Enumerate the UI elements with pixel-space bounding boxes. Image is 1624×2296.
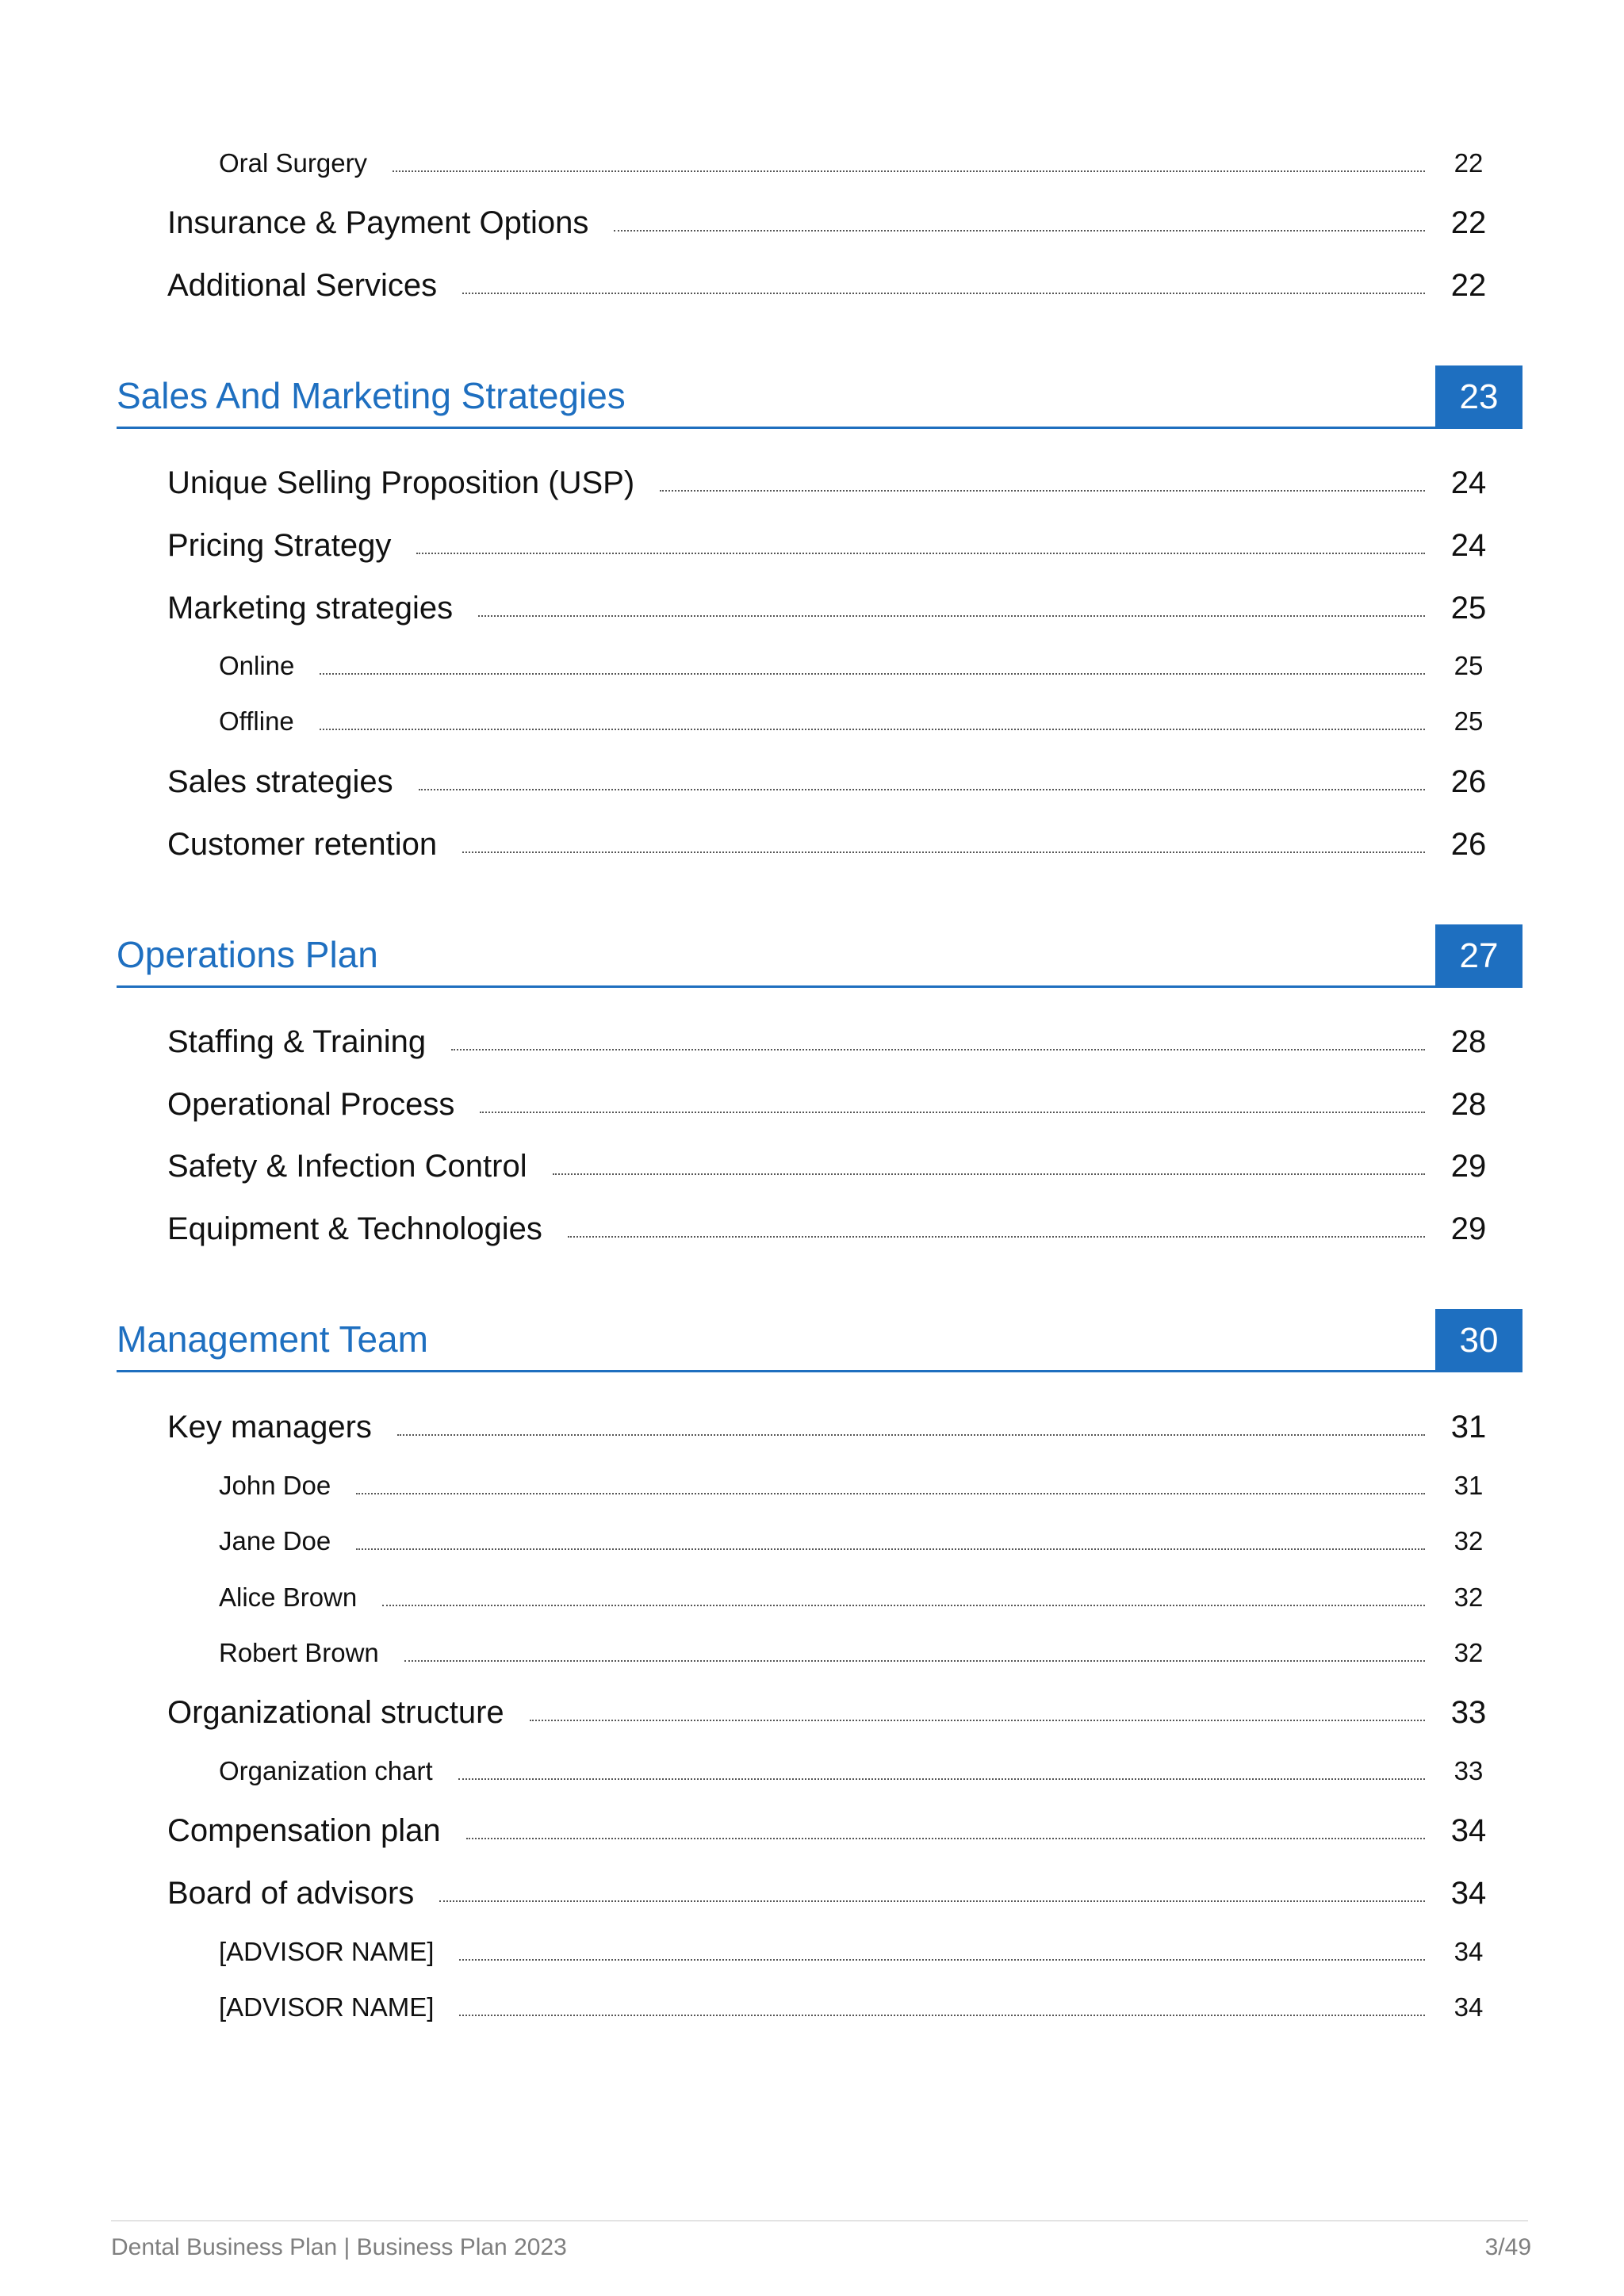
toc-entry-label: [ADVISOR NAME] bbox=[219, 1992, 435, 2022]
toc-entry-page: 22 bbox=[1450, 205, 1487, 240]
toc-entry-advisor-1[interactable] bbox=[219, 1930, 1496, 1974]
toc-entry-page: 34 bbox=[1454, 1992, 1484, 2022]
toc-entry-safety-infection[interactable] bbox=[167, 1144, 1496, 1188]
dot-leader bbox=[419, 789, 1425, 790]
footer-page-indicator: 3/49 bbox=[1484, 2234, 1531, 2260]
toc-entry-page: 33 bbox=[1450, 1694, 1487, 1730]
dot-leader bbox=[459, 2015, 1425, 2016]
toc-entry-label: Customer retention bbox=[167, 826, 438, 862]
toc-entry-online[interactable] bbox=[219, 644, 1496, 688]
dot-leader bbox=[320, 673, 1425, 675]
toc-entry-organization-chart[interactable] bbox=[219, 1749, 1496, 1793]
toc-entry-page: 31 bbox=[1454, 1471, 1484, 1500]
toc-entry-label: Organizational structure bbox=[167, 1694, 504, 1730]
toc-entry-organizational-structure[interactable] bbox=[167, 1690, 1496, 1735]
toc-entry-label: Additional Services bbox=[167, 267, 438, 303]
section-page-badge: 27 bbox=[1435, 924, 1522, 988]
toc-entry-page: 29 bbox=[1450, 1211, 1487, 1246]
dot-leader bbox=[553, 1173, 1425, 1175]
dot-leader bbox=[451, 1049, 1425, 1050]
toc-entry-page: 25 bbox=[1450, 590, 1487, 626]
toc-entry-label: Oral Surgery bbox=[219, 148, 368, 178]
toc-entry-label: Robert Brown bbox=[219, 1638, 379, 1667]
toc-entry-board-of-advisors[interactable] bbox=[167, 1871, 1496, 1915]
dot-leader bbox=[462, 851, 1425, 853]
toc-entry-label: Safety & Infection Control bbox=[167, 1148, 527, 1184]
dot-leader bbox=[404, 1660, 1425, 1662]
toc-entry-advisor-2[interactable] bbox=[219, 1985, 1496, 2030]
dot-leader bbox=[462, 293, 1425, 294]
toc-entry-page: 22 bbox=[1450, 267, 1487, 303]
toc-entry-label: John Doe bbox=[219, 1471, 331, 1500]
dot-leader bbox=[320, 729, 1425, 730]
dot-leader bbox=[382, 1605, 1425, 1606]
toc-entry-page: 33 bbox=[1454, 1756, 1484, 1785]
dot-leader bbox=[458, 1778, 1425, 1780]
toc-entry-equipment-technologies[interactable] bbox=[167, 1207, 1496, 1251]
dot-leader bbox=[459, 1959, 1425, 1961]
toc-entry-staffing-training[interactable] bbox=[167, 1020, 1496, 1064]
toc-entry-alice-brown[interactable] bbox=[219, 1575, 1496, 1620]
toc-entry-marketing-strategies[interactable] bbox=[167, 586, 1496, 630]
toc-entry-pricing-strategy[interactable] bbox=[167, 523, 1496, 568]
section-title: Operations Plan bbox=[117, 934, 378, 975]
toc-entry-page: 32 bbox=[1454, 1638, 1484, 1667]
toc-entry-insurance-payment[interactable] bbox=[167, 201, 1496, 245]
toc-section-sales-marketing[interactable] bbox=[117, 365, 1522, 429]
toc-entry-page: 22 bbox=[1454, 148, 1484, 178]
dot-leader bbox=[416, 553, 1425, 554]
toc-entry-offline[interactable] bbox=[219, 699, 1496, 744]
toc-entry-label: Organization chart bbox=[219, 1756, 433, 1785]
toc-entry-page: 34 bbox=[1454, 1937, 1484, 1966]
dot-leader bbox=[568, 1236, 1425, 1238]
toc-entry-page: 34 bbox=[1450, 1812, 1487, 1848]
toc-entry-robert-brown[interactable] bbox=[219, 1631, 1496, 1675]
dot-leader bbox=[480, 1112, 1425, 1113]
toc-entry-key-managers[interactable] bbox=[167, 1405, 1496, 1449]
toc-entry-label: Sales strategies bbox=[167, 763, 393, 799]
dot-leader bbox=[439, 1900, 1425, 1902]
toc-entry-label: [ADVISOR NAME] bbox=[219, 1937, 435, 1966]
dot-leader bbox=[356, 1493, 1425, 1494]
toc-entry-label: Marketing strategies bbox=[167, 590, 454, 626]
toc-entry-label: Online bbox=[219, 651, 295, 680]
toc-entry-compensation-plan[interactable] bbox=[167, 1808, 1496, 1853]
toc-entry-label: Key managers bbox=[167, 1409, 372, 1445]
toc-entry-page: 26 bbox=[1450, 763, 1487, 799]
toc-entry-page: 28 bbox=[1450, 1086, 1487, 1122]
toc-entry-page: 29 bbox=[1450, 1148, 1487, 1184]
toc-entry-page: 26 bbox=[1450, 826, 1487, 862]
toc-entry-label: Insurance & Payment Options bbox=[167, 205, 589, 240]
footer-doc-title: Dental Business Plan | Business Plan 2023 bbox=[111, 2234, 567, 2260]
dot-leader bbox=[397, 1434, 1425, 1436]
toc-section-operations-plan[interactable] bbox=[117, 924, 1522, 988]
dot-leader bbox=[356, 1548, 1425, 1550]
toc-entry-operational-process[interactable] bbox=[167, 1082, 1496, 1127]
toc-entry-page: 25 bbox=[1454, 706, 1484, 736]
section-page-badge: 23 bbox=[1435, 365, 1522, 429]
toc-entry-label: Operational Process bbox=[167, 1086, 455, 1122]
toc-entry-additional-services[interactable] bbox=[167, 263, 1496, 308]
toc-entry-label: Pricing Strategy bbox=[167, 527, 392, 563]
section-page-badge: 30 bbox=[1435, 1309, 1522, 1372]
dot-leader bbox=[466, 1838, 1425, 1839]
toc-entry-oral-surgery[interactable] bbox=[219, 141, 1496, 186]
dot-leader bbox=[614, 230, 1425, 232]
toc-entry-page: 32 bbox=[1454, 1526, 1484, 1556]
toc-entry-label: Compensation plan bbox=[167, 1812, 441, 1848]
toc-section-management-team[interactable] bbox=[117, 1308, 1522, 1372]
toc-entry-page: 32 bbox=[1454, 1582, 1484, 1612]
dot-leader bbox=[530, 1720, 1425, 1721]
toc-entry-page: 34 bbox=[1450, 1875, 1487, 1911]
toc-entry-label: Equipment & Technologies bbox=[167, 1211, 542, 1246]
toc-entry-page: 24 bbox=[1450, 527, 1487, 563]
section-title: Management Team bbox=[117, 1318, 428, 1360]
section-title: Sales And Marketing Strategies bbox=[117, 375, 626, 416]
toc-entry-jane-doe[interactable] bbox=[219, 1519, 1496, 1563]
toc-entry-label: Jane Doe bbox=[219, 1526, 331, 1556]
dot-leader bbox=[393, 170, 1425, 172]
footer-divider bbox=[111, 2220, 1528, 2221]
dot-leader bbox=[478, 615, 1425, 617]
toc-entry-page: 28 bbox=[1450, 1024, 1487, 1059]
toc-entry-label: Alice Brown bbox=[219, 1582, 358, 1612]
toc-entry-label: Staffing & Training bbox=[167, 1024, 427, 1059]
toc-entry-page: 24 bbox=[1450, 465, 1487, 500]
toc-entry-label: Board of advisors bbox=[167, 1875, 415, 1911]
toc-entry-label: Unique Selling Proposition (USP) bbox=[167, 465, 635, 500]
toc-entry-usp[interactable] bbox=[167, 461, 1496, 505]
dot-leader bbox=[660, 490, 1425, 492]
toc-entry-page: 25 bbox=[1454, 651, 1484, 680]
toc-entry-john-doe[interactable] bbox=[219, 1464, 1496, 1508]
toc-entry-sales-strategies[interactable] bbox=[167, 760, 1496, 804]
toc-entry-label: Offline bbox=[219, 706, 294, 736]
toc-entry-page: 31 bbox=[1450, 1409, 1487, 1445]
toc-entry-customer-retention[interactable] bbox=[167, 822, 1496, 867]
